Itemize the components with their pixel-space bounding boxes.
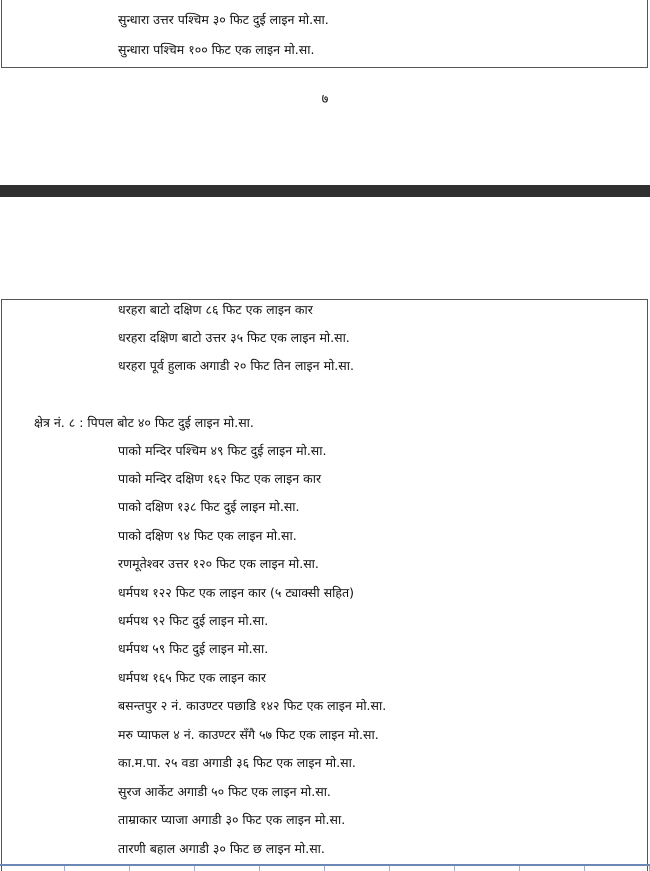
list-item: रणमूतेश्वर उत्तर १२० फिट एक लाइन मो.सा.	[118, 556, 319, 571]
list-item: मरु प्याफल ४ नं. काउण्टर सँगै ५७ फिट एक लाइन मो.सा.	[118, 727, 379, 742]
list-item: धर्मपथ ९२ फिट दुई लाइन मो.सा.	[118, 613, 269, 628]
list-item: बसन्तपुर २ नं. काउण्टर पछाडि १४२ फिट एक लाइन मो.सा.	[118, 698, 387, 713]
list-item: का.म.पा. २५ वडा अगाडी ३६ फिट एक लाइन मो.सा.	[118, 755, 356, 770]
document-page-top	[0, 0, 650, 185]
list-item: धर्मपथ ५९ फिट दुई लाइन मो.सा.	[118, 641, 269, 656]
list-item: तारणी बहाल अगाडी ३० फिट छ लाइन मो.सा.	[118, 841, 325, 856]
zone-heading: क्षेत्र नं. ८ : पिपल बोट ४० फिट दुई लाइन मो.सा.	[34, 415, 254, 430]
page-bottom-edge	[0, 864, 650, 871]
text-line: सुन्धारा उत्तर पश्चिम ३० फिट दुई लाइन मो.सा.	[118, 12, 329, 27]
list-item: पाको मन्दिर दक्षिण १६२ फिट एक लाइन कार	[118, 471, 322, 486]
list-item: पाको दक्षिण ९४ फिट एक लाइन मो.सा.	[118, 528, 297, 543]
list-item: सुरज आर्केट अगाडी ५० फिट एक लाइन मो.सा.	[118, 784, 331, 799]
list-item: पाको मन्दिर पश्चिम ४९ फिट दुई लाइन मो.सा.	[118, 443, 327, 458]
page-top-border-box	[1, 0, 648, 68]
list-item: ताम्राकार प्याजा अगाडी ३० फिट एक लाइन मो.सा.	[118, 812, 346, 827]
text-line: धरहरा दक्षिण बाटो उत्तर ३५ फिट एक लाइन मो.सा.	[118, 330, 350, 345]
list-item: धर्मपथ १२२ फिट एक लाइन कार (५ ट्याक्सी सहित)	[118, 585, 355, 600]
text-line: सुन्धारा पश्चिम १०० फिट एक लाइन मो.सा.	[118, 42, 315, 57]
list-item: पाको दक्षिण १३८ फिट दुई लाइन मो.सा.	[118, 499, 300, 514]
page-separator	[0, 185, 650, 197]
text-line: धरहरा पूर्व हुलाक अगाडी २० फिट तिन लाइन मो.सा.	[118, 358, 354, 373]
text-line: धरहरा बाटो दक्षिण ८६ फिट एक लाइन कार	[118, 302, 313, 317]
list-item: धर्मपथ १६५ फिट एक लाइन कार	[118, 670, 267, 685]
page-number: ७	[321, 92, 329, 107]
